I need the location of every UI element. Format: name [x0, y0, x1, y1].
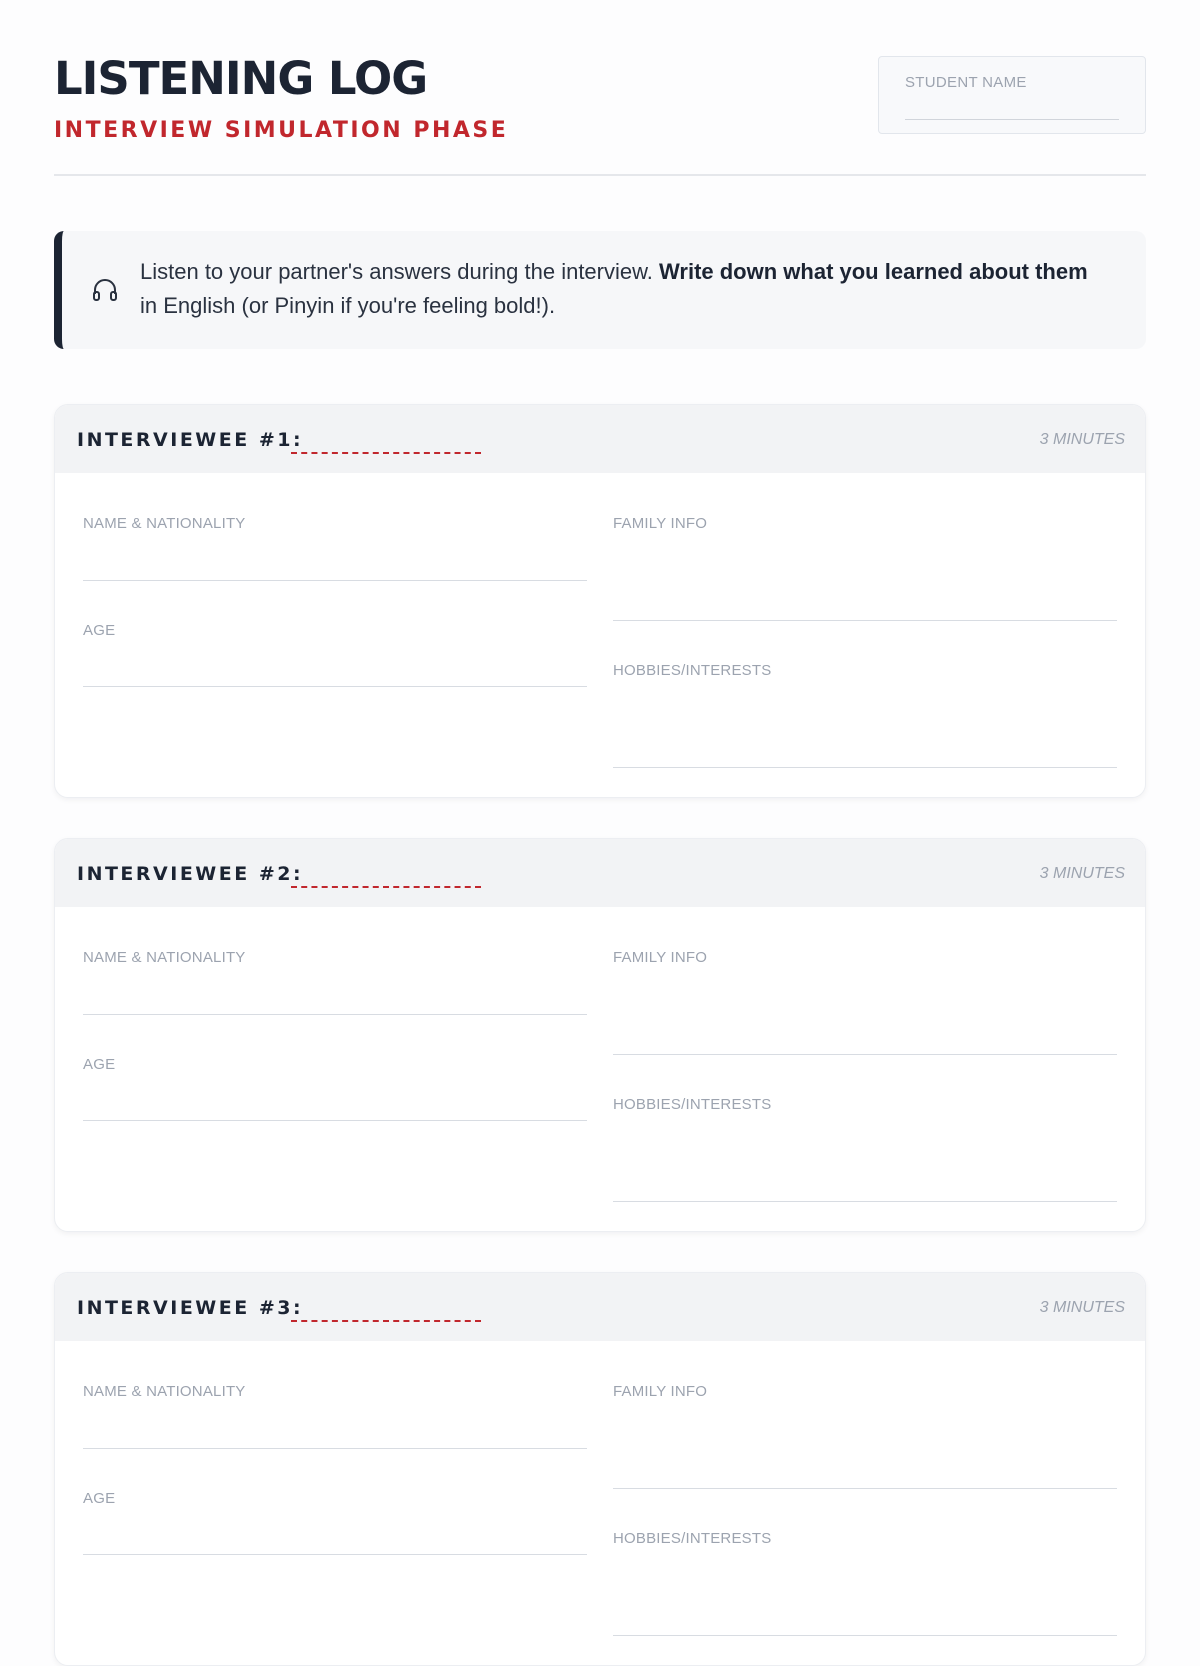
instruction-text-part1: Listen to your partner's answers during the interview.: [140, 259, 660, 284]
interviewee-name-blank[interactable]: [291, 1296, 481, 1322]
family-info-label: FAMILY INFO: [613, 515, 708, 532]
headphones-icon: [92, 278, 118, 302]
hobbies-label: HOBBIES/INTERESTS: [613, 662, 772, 679]
instruction-box: [54, 231, 1146, 349]
name-nationality-label: NAME & NATIONALITY: [83, 1383, 246, 1400]
page-subtitle: INTERVIEW SIMULATION PHASE: [54, 118, 509, 143]
name-nationality-label: NAME & NATIONALITY: [83, 515, 246, 532]
interviewee-name-blank[interactable]: [291, 862, 481, 888]
hobbies-line[interactable]: [613, 1635, 1117, 1636]
header-divider: [54, 174, 1146, 176]
card-header: [55, 1273, 1145, 1341]
hobbies-label: HOBBIES/INTERESTS: [613, 1096, 772, 1113]
family-info-line[interactable]: [613, 620, 1117, 621]
hobbies-label: HOBBIES/INTERESTS: [613, 1530, 772, 1547]
card-title: INTERVIEWEE #2:: [77, 863, 304, 885]
instruction-text-bold: Write down what you learned about them: [659, 259, 1088, 284]
page-header: [54, 52, 1146, 176]
name-nationality-label: NAME & NATIONALITY: [83, 949, 246, 966]
family-info-label: FAMILY INFO: [613, 949, 708, 966]
hobbies-line[interactable]: [613, 1201, 1117, 1202]
card-header: [55, 839, 1145, 907]
family-info-line[interactable]: [613, 1488, 1117, 1489]
family-info-label: FAMILY INFO: [613, 1383, 708, 1400]
card-time-badge: 3 MINUTES: [1039, 865, 1125, 882]
card-title: INTERVIEWEE #3:: [77, 1297, 304, 1319]
interviewee-card: [54, 838, 1146, 1232]
student-name-line[interactable]: [905, 119, 1119, 120]
name-nationality-line[interactable]: [83, 1014, 587, 1015]
age-line[interactable]: [83, 686, 587, 687]
card-title: INTERVIEWEE #1:: [77, 429, 304, 451]
student-name-label: STUDENT NAME: [905, 74, 1027, 91]
age-line[interactable]: [83, 1554, 587, 1555]
age-label: AGE: [83, 1490, 116, 1507]
card-time-badge: 3 MINUTES: [1039, 1299, 1125, 1316]
student-name-box[interactable]: [878, 56, 1146, 134]
instruction-text: [140, 255, 1110, 323]
instruction-text-part2: in English (or Pinyin if you're feeling bold!).: [140, 293, 556, 318]
interviewee-card: [54, 1272, 1146, 1666]
family-info-line[interactable]: [613, 1054, 1117, 1055]
name-nationality-line[interactable]: [83, 1448, 587, 1449]
age-label: AGE: [83, 622, 116, 639]
interviewee-name-blank[interactable]: [291, 428, 481, 454]
page-title: LISTENING LOG: [54, 52, 428, 105]
hobbies-line[interactable]: [613, 767, 1117, 768]
card-time-badge: 3 MINUTES: [1039, 431, 1125, 448]
name-nationality-line[interactable]: [83, 580, 587, 581]
age-line[interactable]: [83, 1120, 587, 1121]
card-header: [55, 405, 1145, 473]
interviewee-card: [54, 404, 1146, 798]
age-label: AGE: [83, 1056, 116, 1073]
